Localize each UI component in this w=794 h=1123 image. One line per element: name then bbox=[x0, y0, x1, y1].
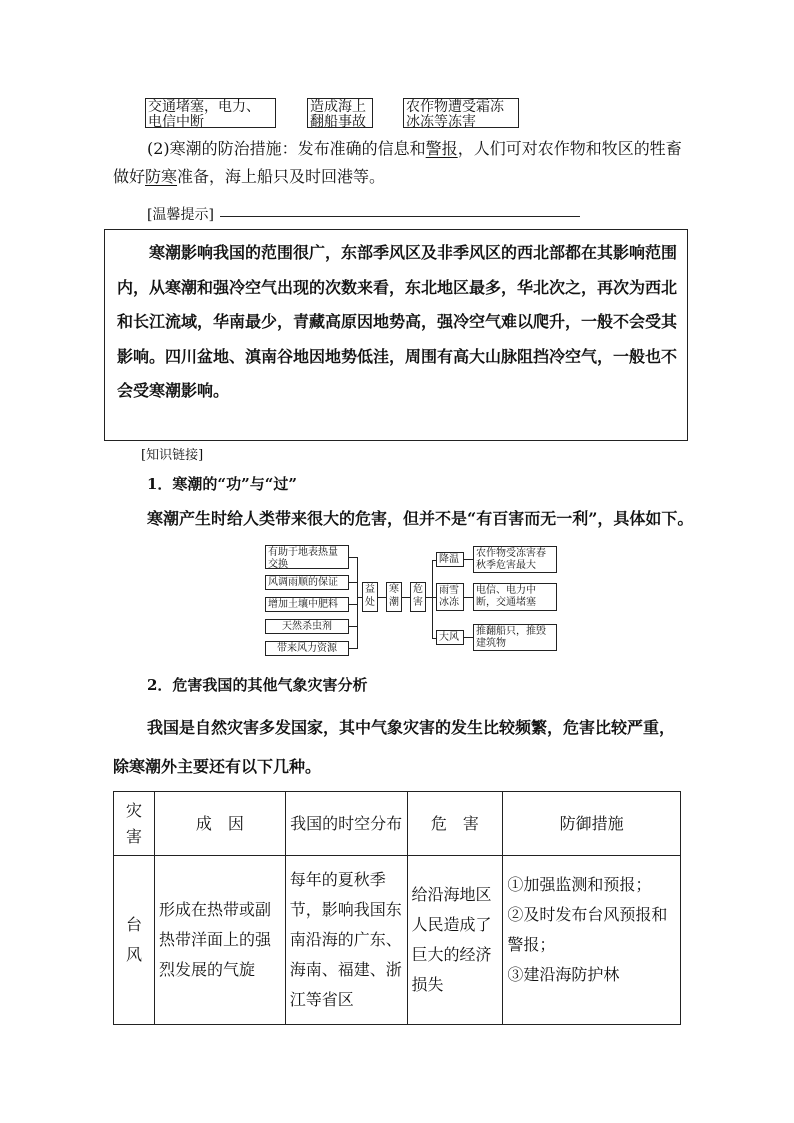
connector-line bbox=[357, 557, 358, 649]
connector-line bbox=[349, 557, 357, 558]
knowledge-intro: 寒潮产生时给人类带来很大的危害，但并不是“有百害而无一利”，具体如下。 bbox=[147, 509, 694, 528]
cell-disaster bbox=[114, 856, 155, 1025]
harm-cause-box: 雨雪冰冻 bbox=[436, 583, 464, 611]
knowledge-label: [知识链接] bbox=[141, 448, 204, 463]
benefit-label: 益处 bbox=[365, 584, 375, 608]
section-heading-2: 2．危害我国的其他气象灾害分析 bbox=[147, 676, 368, 694]
effect-box-line: 农作物遭受霜冻 bbox=[406, 99, 504, 115]
prevention-text: 准备，海上船只及时回港等。 bbox=[177, 167, 386, 186]
center-box bbox=[386, 582, 402, 612]
tip-divider bbox=[220, 216, 580, 217]
effect-box-line: 交通堵塞，电力、 bbox=[148, 99, 260, 115]
header-cause bbox=[154, 792, 285, 856]
tip-text: 寒潮影响我国的范围很广，东部季风区及非季风区的西北部都在其影响范围内，从寒潮和强冷空气出现的次数来看，东北地区最多，华北次之，再次为西北和长江流域，华南最少，青藏高原因地势高，强冷空气难以爬升，一般不会受其影响。四川盆地、滇南谷地因地势低洼，周围有高大山脉阻挡冷空气，一般也不会受寒潮影响。 bbox=[117, 243, 678, 400]
cell-text: 每年的夏秋季节，影响我国东南沿海的广东、海南、福建、浙江等省区 bbox=[289, 870, 402, 1009]
connector-line bbox=[349, 604, 357, 605]
prevention-underline-warning: 警报 bbox=[425, 139, 458, 158]
prevention-text: (2)寒潮的防治措施：发布准确的信息和 bbox=[147, 139, 426, 158]
header-defense bbox=[503, 792, 681, 856]
effect-box-line: 造成海上 bbox=[310, 99, 366, 115]
cell-text: 给沿海地区人民造成了巨大的经济损失 bbox=[411, 885, 492, 994]
tip-box bbox=[104, 229, 688, 441]
harm-label: 危害 bbox=[413, 584, 423, 608]
harm-effect-box: 推翻船只，推毁建筑物 bbox=[473, 624, 557, 651]
connector-line bbox=[464, 559, 473, 560]
effect-box-ship bbox=[307, 98, 373, 128]
center-label: 寒潮 bbox=[389, 584, 399, 608]
header-disaster bbox=[114, 792, 155, 856]
harm-cause-box: 降温 bbox=[436, 552, 464, 567]
disaster-table bbox=[113, 791, 681, 1025]
connector-line bbox=[432, 560, 433, 638]
header-text: 防御措施 bbox=[559, 813, 624, 833]
header-text: 危 害 bbox=[430, 813, 479, 833]
cell-harm bbox=[407, 856, 503, 1025]
connector-line bbox=[378, 597, 386, 598]
benefit-label-box bbox=[362, 582, 378, 612]
table-row bbox=[114, 856, 681, 1025]
connector-line bbox=[349, 582, 357, 583]
benefit-box: 带来风力资源 bbox=[265, 641, 349, 656]
connector-line bbox=[464, 637, 473, 638]
header-text: 灾害 bbox=[125, 800, 142, 846]
cell-defense bbox=[503, 856, 681, 1025]
header-text: 成 因 bbox=[195, 813, 244, 833]
harm-cause-box: 大风 bbox=[436, 630, 464, 645]
cell-cause bbox=[154, 856, 285, 1025]
section-heading-1: 1．寒潮的“功”与“过” bbox=[147, 475, 297, 493]
benefit-box: 增加土壤中肥料 bbox=[265, 597, 349, 612]
knowledge-intro-2b: 除寒潮外主要还有以下几种。 bbox=[113, 757, 322, 776]
tip-label: [温馨提示] bbox=[147, 207, 214, 223]
prevention-text: ，人们可对农作物和牧区的牲畜 bbox=[457, 139, 682, 158]
cell-distribution bbox=[285, 856, 407, 1025]
effect-box-line: 冰冻等冻害 bbox=[406, 114, 476, 130]
effect-box-line: 电信中断 bbox=[148, 114, 204, 130]
harm-effect-box: 电信、电力中断，交通堵塞 bbox=[473, 583, 557, 611]
header-distribution bbox=[285, 792, 407, 856]
defense-item: ③建沿海防护林 bbox=[507, 965, 620, 984]
header-harm bbox=[407, 792, 503, 856]
prevention-paragraph bbox=[113, 135, 683, 191]
effect-box-traffic bbox=[145, 98, 276, 128]
harm-label-box bbox=[410, 582, 426, 612]
cell-text: 形成在热带或副热带洋面上的强烈发展的气旋 bbox=[158, 900, 271, 979]
knowledge-intro-2a: 我国是自然灾害多发国家，其中气象灾害的发生比较频繁，危害比较严重， bbox=[147, 718, 676, 737]
connector-line bbox=[402, 597, 410, 598]
benefit-box: 天然杀虫剂 bbox=[265, 619, 349, 634]
prevention-underline-cold: 防寒 bbox=[145, 167, 178, 186]
cell-text: 台风 bbox=[125, 915, 142, 964]
connector-line bbox=[464, 597, 473, 598]
table-header-row bbox=[114, 792, 681, 856]
prevention-text: 做好 bbox=[113, 167, 146, 186]
effect-box-line: 翻船事故 bbox=[310, 114, 366, 130]
connector-line bbox=[349, 648, 357, 649]
defense-item: ②及时发布台风预报和警报； bbox=[507, 905, 668, 954]
benefit-box: 风调雨顺的保证 bbox=[265, 575, 349, 590]
defense-item: ①加强监测和预报； bbox=[507, 875, 652, 894]
harm-effect-box: 农作物受冻害春秋季危害最大 bbox=[473, 546, 557, 573]
benefit-box: 有助于地表热量交换 bbox=[265, 545, 349, 569]
connector-line bbox=[349, 626, 357, 627]
effect-box-crops bbox=[403, 98, 519, 128]
header-text: 我国的时空分布 bbox=[290, 813, 403, 833]
